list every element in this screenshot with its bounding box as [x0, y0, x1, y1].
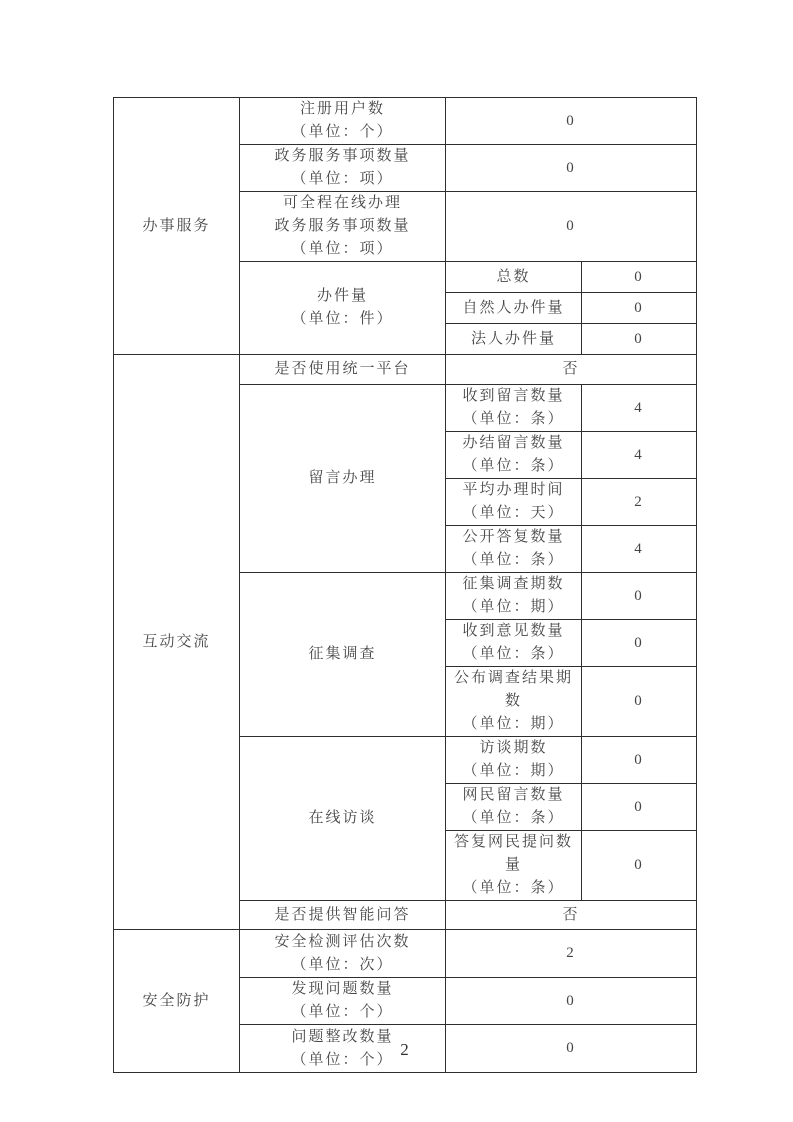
submetric-label-natural-person: 自然人办件量 — [446, 293, 582, 324]
metric-group-label-message-handling — [240, 385, 446, 573]
metric-label-text: 政务服务事项数量 — [274, 148, 411, 164]
metric-label-text: 安全检测评估次数 — [274, 933, 411, 950]
metric-unit-text: （单位：个） — [291, 124, 394, 140]
submetric-value: 0 — [582, 620, 697, 667]
metric-value: 否 — [446, 355, 697, 385]
report-table — [113, 97, 697, 1073]
metric-label-smart-qa: 是否提供智能问答 — [240, 901, 446, 930]
metric-value: 0 — [446, 978, 697, 1025]
metric-label-problems-found — [240, 978, 446, 1025]
submetric-unit-text: （单位：条） — [462, 646, 565, 662]
submetric-label-results-published — [446, 667, 582, 737]
section-label-text: 办事服务 — [142, 217, 211, 234]
submetric-label-text: 征集调查期数 — [462, 576, 565, 592]
metric-unit-text: （单位：次） — [291, 956, 394, 973]
submetric-unit-text: （单位：期） — [462, 599, 565, 615]
metric-label-text: 问题整改数量 — [291, 1028, 394, 1045]
submetric-label-messages-received — [446, 385, 582, 432]
metric-label-registered-users — [240, 98, 446, 145]
submetric-label-survey-issues — [446, 573, 582, 620]
metric-value: 否 — [446, 901, 697, 930]
submetric-unit-text: （单位：期） — [462, 763, 565, 779]
submetric-unit-text: （单位：条） — [462, 880, 565, 896]
submetric-unit-text: （单位：期） — [462, 716, 565, 732]
submetric-label-opinions-received — [446, 620, 582, 667]
submetric-value: 0 — [582, 262, 697, 293]
submetric-value: 0 — [582, 293, 697, 324]
section-label-service — [114, 98, 240, 355]
submetric-label-text: 平均办理时间 — [462, 482, 565, 498]
submetric-label-average-time — [446, 479, 582, 526]
submetric-unit-text: （单位：条） — [462, 810, 565, 826]
metric-label-text: 发现问题数量 — [291, 981, 394, 997]
submetric-value: 0 — [582, 737, 697, 784]
submetric-value: 0 — [582, 667, 697, 737]
section-label-interaction — [114, 355, 240, 930]
metric-label-security-checks — [240, 930, 446, 978]
submetric-label-text: 办结留言数量 — [462, 435, 565, 451]
submetric-unit-text: （单位：条） — [462, 411, 565, 427]
submetric-label-total: 总数 — [446, 262, 582, 293]
submetric-unit-text: （单位：条） — [462, 552, 565, 568]
metric-label-text: 可全程在线办理 — [282, 195, 402, 211]
submetric-value: 0 — [582, 324, 697, 355]
metric-unit-text: （单位：个） — [291, 1051, 394, 1068]
metric-group-label-cases — [240, 262, 446, 355]
submetric-label-netizen-messages — [446, 784, 582, 831]
metric-unit-text: （单位：件） — [291, 311, 394, 327]
submetric-unit-text: （单位：天） — [462, 505, 565, 521]
submetric-value: 2 — [582, 479, 697, 526]
metric-label-online-service-items — [240, 192, 446, 262]
submetric-value: 0 — [582, 831, 697, 901]
page-number: 2 — [400, 1040, 409, 1059]
metric-label-text: 注册用户数 — [299, 101, 385, 117]
submetric-value: 0 — [582, 573, 697, 620]
metric-label-text: 办件量 — [316, 288, 368, 304]
metric-label-text: 政务服务事项数量 — [274, 218, 411, 234]
submetric-label-text: 公布调查结果期数 — [453, 670, 573, 709]
metric-group-label-interviews — [240, 737, 446, 901]
metric-value: 0 — [446, 1025, 697, 1073]
submetric-label-text: 答复网民提问数量 — [453, 834, 573, 873]
submetric-label-questions-answered — [446, 831, 582, 901]
metric-unit-text: （单位：项） — [291, 241, 394, 257]
submetric-label-text: 网民留言数量 — [462, 787, 565, 803]
submetric-label-messages-resolved — [446, 432, 582, 479]
submetric-label-text: 访谈期数 — [479, 740, 548, 756]
metric-value: 0 — [446, 145, 697, 192]
metric-label-text: 征集调查 — [308, 646, 377, 662]
metric-value: 0 — [446, 192, 697, 262]
metric-label-text: 在线访谈 — [308, 810, 377, 826]
submetric-label-legal-person: 法人办件量 — [446, 324, 582, 355]
metric-group-label-surveys — [240, 573, 446, 737]
submetric-value: 4 — [582, 432, 697, 479]
submetric-unit-text: （单位：条） — [462, 458, 565, 474]
section-label-text: 安全防护 — [142, 992, 211, 1009]
submetric-label-text: 公开答复数量 — [462, 529, 565, 545]
metric-unit-text: （单位：项） — [291, 171, 394, 187]
metric-label-service-items — [240, 145, 446, 192]
submetric-label-interview-issues — [446, 737, 582, 784]
metric-label-text: 留言办理 — [308, 470, 377, 486]
submetric-value: 0 — [582, 784, 697, 831]
submetric-label-text: 收到留言数量 — [462, 388, 565, 404]
section-label-text: 互动交流 — [142, 633, 211, 650]
submetric-value: 4 — [582, 526, 697, 573]
metric-value: 2 — [446, 930, 697, 978]
submetric-label-public-replies — [446, 526, 582, 573]
submetric-label-text: 收到意见数量 — [462, 623, 565, 639]
metric-value: 0 — [446, 98, 697, 145]
submetric-value: 4 — [582, 385, 697, 432]
metric-label-unified-platform: 是否使用统一平台 — [240, 355, 446, 385]
metric-unit-text: （单位：个） — [291, 1004, 394, 1020]
